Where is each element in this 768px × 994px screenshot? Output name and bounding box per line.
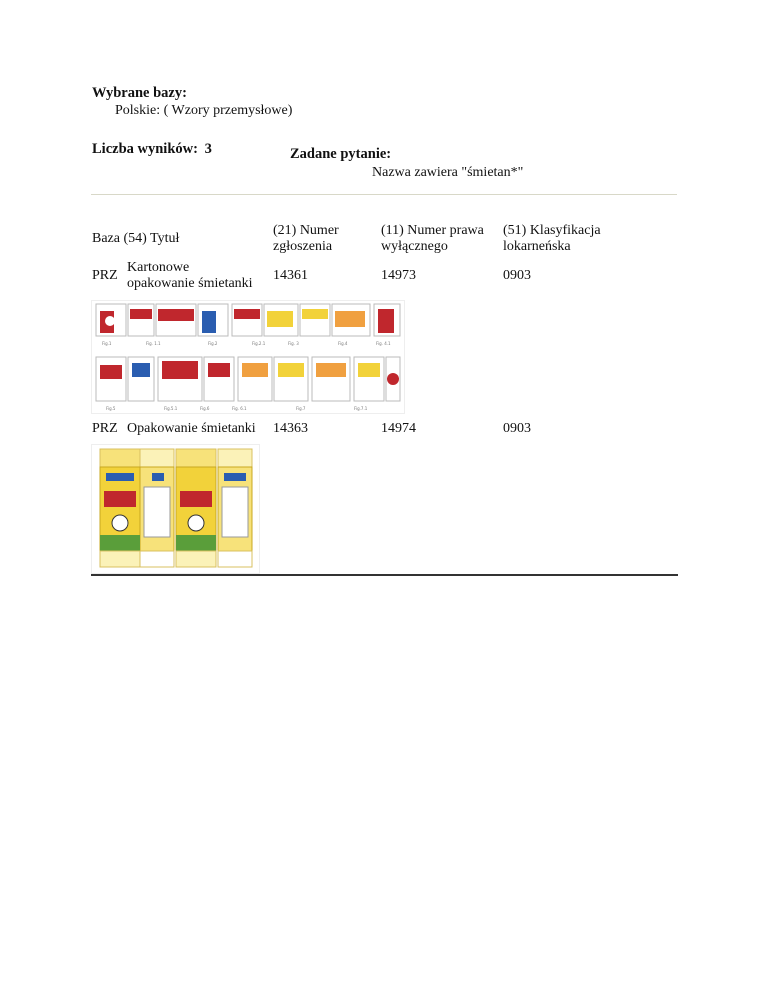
header-right-number-line2: wyłącznego (381, 239, 448, 254)
row1-base: PRZ (92, 268, 118, 283)
fig-label-1: Fig.1 (102, 341, 112, 346)
selected-bases-title: Wybrane bazy: (92, 85, 187, 101)
bottom-separator (91, 574, 678, 576)
row2-classification: 0903 (503, 421, 531, 436)
fig-label-2-1: Fig.2.1 (252, 341, 266, 346)
row2-application-number: 14363 (273, 421, 308, 436)
query-value: Nazwa zawiera "śmietan*" (372, 165, 524, 180)
fig-label-5: Fig.5 (106, 406, 116, 411)
row1-title-line2: opakowanie śmietanki (127, 276, 253, 291)
header-application-number-line2: zgłoszenia (273, 239, 333, 254)
results-count-label: Liczba wyników: (92, 141, 198, 157)
fig-label-4-1: Fig. 4.1 (376, 341, 391, 346)
header-application-number-line1: (21) Numer (273, 223, 339, 238)
row2-base: PRZ (92, 421, 118, 436)
header-classification (503, 223, 601, 255)
top-separator (91, 194, 677, 195)
row1-title[interactable] (127, 260, 253, 292)
row1-design-image[interactable] (91, 300, 405, 414)
results-count-value: 3 (204, 141, 212, 157)
row1-classification: 0903 (503, 268, 531, 283)
row2-design-image[interactable] (91, 444, 260, 574)
header-right-number-line1: (11) Numer prawa (381, 223, 484, 238)
fig-label-2: Fig.2 (208, 341, 218, 346)
pack-group-top (96, 304, 400, 336)
fig-label-6: Fig.6 (200, 406, 210, 411)
fig-label-3: Fig. 3 (288, 341, 299, 346)
unfolded-carton-image (92, 445, 259, 573)
selected-bases-value: Polskie: ( Wzory przemysłowe) (115, 103, 293, 118)
fig-label-6-1: Fig. 6.1 (232, 406, 247, 411)
row1-title-line1: Kartonowe (127, 260, 190, 275)
fig-label-7: Fig.7 (296, 406, 306, 411)
header-base-title: Baza (54) Tytuł (92, 231, 180, 246)
header-classification-line1: (51) Klasyfikacja (503, 223, 601, 238)
results-count (92, 141, 212, 158)
fig-label-5-1: Fig.5.1 (164, 406, 178, 411)
row1-right-number: 14973 (381, 268, 416, 283)
header-classification-line2: lokarneńska (503, 239, 571, 254)
row2-title[interactable]: Opakowanie śmietanki (127, 421, 256, 436)
header-application-number (273, 223, 339, 255)
carton-drawings-image (92, 301, 404, 413)
header-right-number (381, 223, 484, 255)
fig-label-4: Fig.4 (338, 341, 348, 346)
fig-label-7-1: Fig.7.1 (354, 406, 368, 411)
row2-right-number: 14974 (381, 421, 416, 436)
row1-application-number: 14361 (273, 268, 308, 283)
query-title: Zadane pytanie: (290, 146, 392, 162)
fig-label-1-1: Fig. 1.1 (146, 341, 161, 346)
pack-group-bottom (96, 357, 400, 401)
